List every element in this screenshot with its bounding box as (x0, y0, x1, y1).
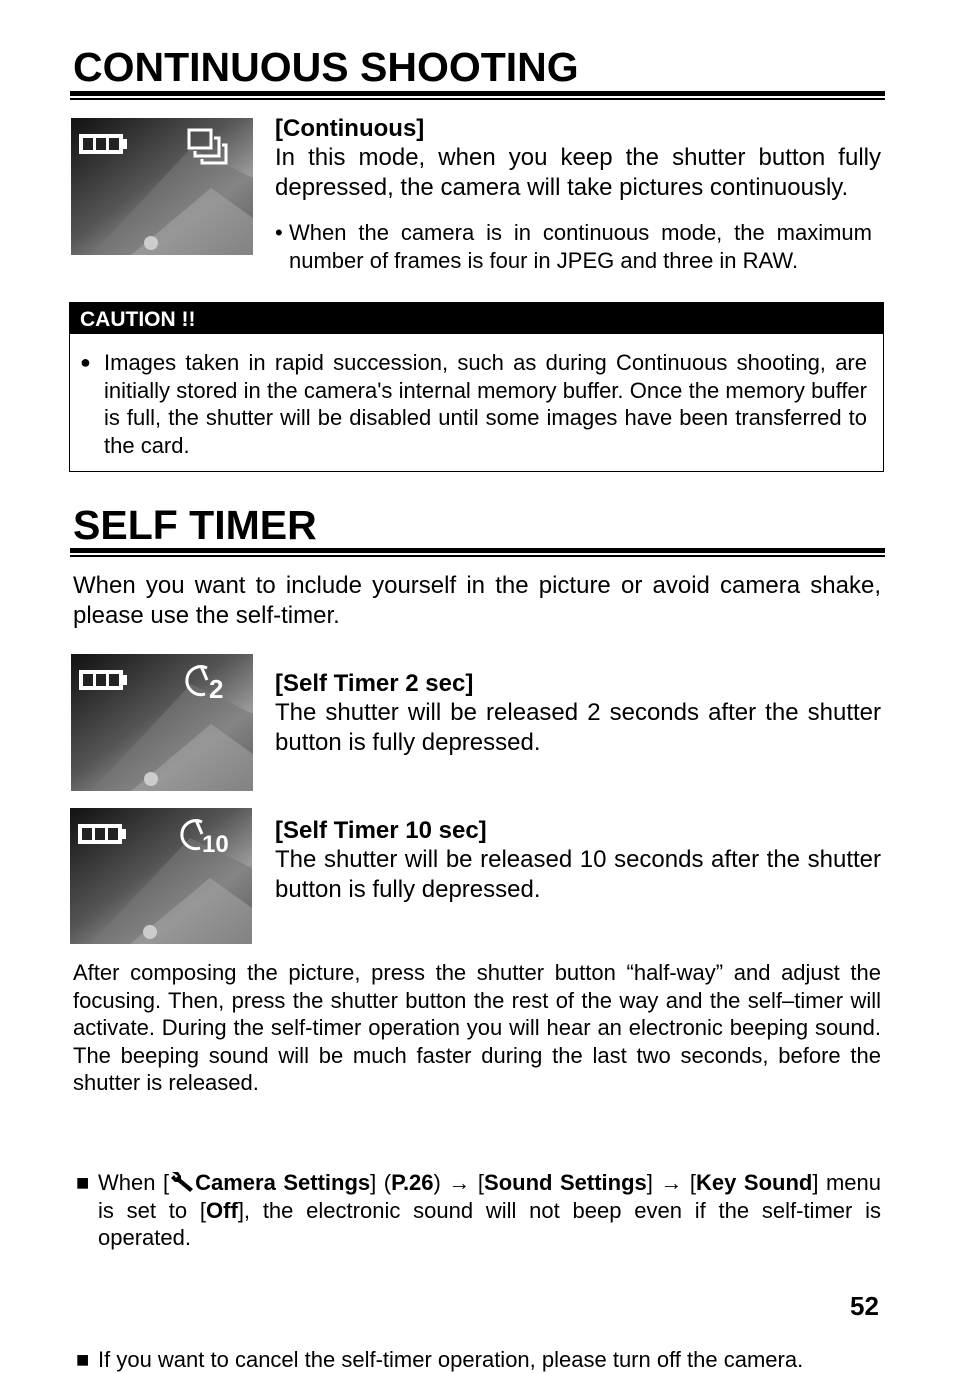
continuous-description: In this mode, when you keep the shutter button fully depressed, the camera will take pictures continuously. (275, 143, 881, 202)
timer-10-description: The shutter will be released 10 seconds after the shutter button is fully depressed. (275, 845, 881, 904)
note-cancel-timer (76, 1346, 898, 1373)
lcd-screenshot-timer-2 (71, 654, 253, 791)
battery-icon (78, 824, 126, 844)
sound-settings-ref: Sound Settings (484, 1170, 647, 1195)
continuous-bullet (275, 219, 872, 274)
wrench-icon (169, 1170, 195, 1192)
title-rule-thin (70, 98, 885, 100)
battery-icon (79, 670, 127, 690)
title-rule-thick (70, 91, 885, 96)
bullet-dot: ● (80, 349, 91, 377)
self-timer-intro: When you want to include yourself in the picture or avoid camera shake, please use the self-timer. (73, 571, 881, 630)
note-text: ] → [ (647, 1170, 696, 1195)
note-text: ] ( (370, 1170, 391, 1195)
note-text: If you want to cancel the self-timer operation, please turn off the camera. (98, 1347, 803, 1372)
timer-10-digits: 10 (202, 831, 229, 858)
note-text: When [ (98, 1170, 169, 1195)
continuous-bullet-text: When the camera is in continuous mode, the maximum number of frames is four in JPEG and three in RAW. (289, 220, 872, 273)
off-ref: Off (206, 1198, 238, 1223)
page-ref: P.26 (391, 1170, 433, 1195)
note-text: ) → [ (434, 1170, 484, 1195)
square-bullet: ■ (76, 1346, 89, 1373)
key-sound-ref: Key Sound (696, 1170, 812, 1195)
title-rule-thin (70, 555, 885, 557)
note-text: ] menu is set to [ (98, 1170, 881, 1223)
lcd-screenshot-continuous (71, 118, 253, 255)
bullet-dot: • (275, 219, 283, 247)
caution-text: Images taken in rapid succession, such as during Continuous shooting, are initially stored in the camera's internal memory buffer. Once the memory buffer is full, the shutter will be disabled until some images have been transferred to the card. (104, 350, 867, 458)
section-title-self-timer: SELF TIMER (73, 503, 317, 547)
timer-2-description: The shutter will be released 2 seconds after the shutter button is fully depressed. (275, 698, 881, 757)
camera-settings-ref: Camera Settings (195, 1170, 370, 1195)
lcd-screenshot-timer-10 (70, 808, 252, 944)
note-text: ], the electronic sound will not beep even if the self-timer is operated. (98, 1198, 881, 1251)
square-bullet: ■ (76, 1169, 89, 1197)
timer-2-label: [Self Timer 2 sec] (275, 669, 473, 698)
caution-item (80, 349, 867, 459)
battery-icon (79, 134, 127, 154)
timer-2-digit: 2 (209, 674, 223, 704)
self-timer-procedure: After composing the picture, press the shutter button “half-way” and adjust the focusing. Then, press the shutter button the rest of the way and the self–timer will activate. During the self-timer operation you will hear an electronic beeping sound. The beeping sound will be much faster during the last two seconds, before the shutter is released. (73, 959, 881, 1097)
section-title-continuous: CONTINUOUS SHOOTING (73, 45, 579, 89)
continuous-mode-label: [Continuous] (275, 114, 424, 143)
caution-header: CAUTION !! (70, 303, 883, 334)
timer-10-label: [Self Timer 10 sec] (275, 816, 487, 845)
page-number: 52 (850, 1291, 879, 1322)
caution-box (69, 302, 884, 472)
title-rule-thick (70, 548, 885, 553)
note-key-sound (76, 1169, 881, 1252)
